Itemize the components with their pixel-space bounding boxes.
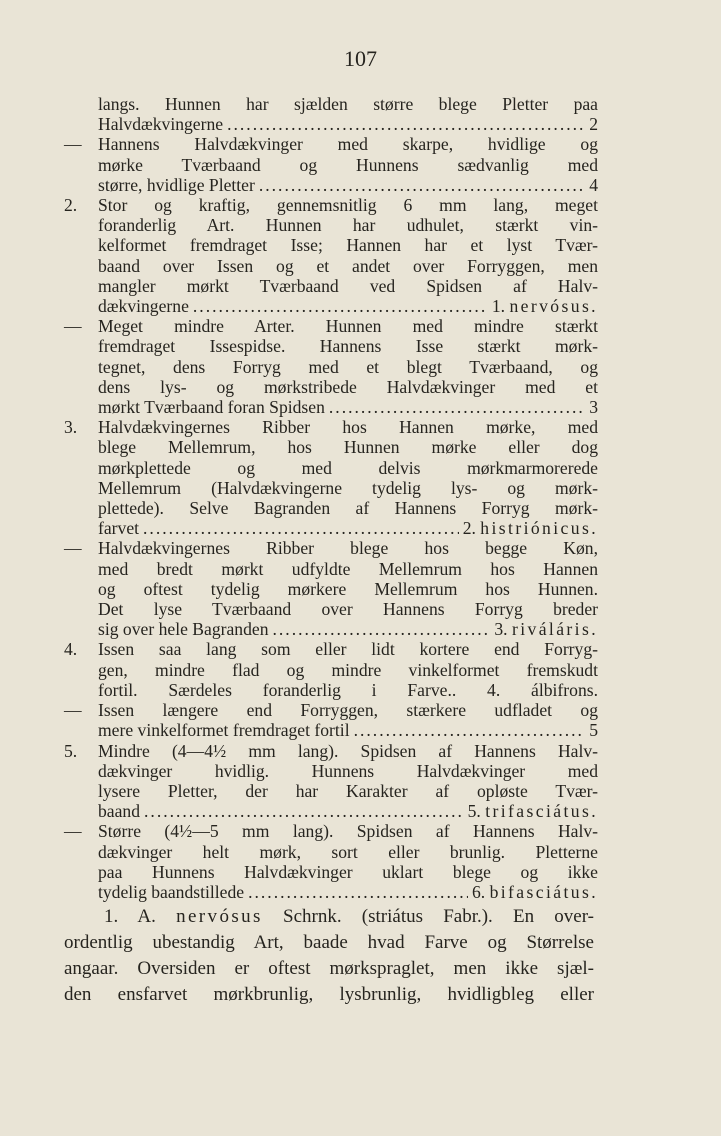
key-result <box>463 518 598 538</box>
key-entry <box>64 538 598 639</box>
species-description <box>64 904 594 1008</box>
dot-leader <box>143 518 459 538</box>
key-entry <box>64 700 598 740</box>
text-line: ordentlig ubestandig Art, baade hvad Farve og Størrelse <box>64 932 594 953</box>
key-result <box>468 801 598 821</box>
dot-leader <box>227 114 585 134</box>
text-line: foranderlig Art. Hunnen har udhulet, stærkt vin- <box>98 215 598 236</box>
leader-line <box>98 397 598 417</box>
key-result: 3 <box>589 397 598 418</box>
dot-leader <box>259 175 585 195</box>
key-entry <box>64 639 598 700</box>
text-line: Meget mindre Arter. Hunnen med mindre stærkt <box>98 316 598 337</box>
text-line: plettede). Selve Bagranden af Hannens Forryg mørk- <box>98 498 598 519</box>
entry-marker: 5. <box>64 740 78 761</box>
entry-marker: — <box>64 538 82 559</box>
text-line: med bredt mørkt udfyldte Mellemrum hos Hannen <box>98 558 598 579</box>
species-name: trifasciátus. <box>485 801 598 822</box>
species-heading-line <box>64 904 594 930</box>
text-line: tegnet, dens Forryg med et blegt Tværbaand, og <box>98 356 598 377</box>
text-line: mangler mørkt Tværbaand ved Spidsen af Halv- <box>98 275 598 296</box>
lead-text: farvet <box>98 518 140 539</box>
text-line: kelformet fremdraget Isse; Hannen har et lyst Tvær- <box>98 235 598 256</box>
text-line: lysere Pletter, der har Karakter af opløste Tvær- <box>98 780 598 801</box>
key-result <box>472 882 598 902</box>
lead-text: større, hvidlige Pletter <box>98 174 255 195</box>
text-line: Hannens Halvdækvinger med skarpe, hvidlige og <box>98 134 598 155</box>
key-entry <box>64 417 598 538</box>
species-name: histriónicus. <box>480 518 598 539</box>
text-line: langs. Hunnen har sjælden større blege Pletter paa <box>98 94 598 114</box>
text-line: gen, mindre flad og mindre vinkelformet fremskudt <box>98 659 598 680</box>
lead-text: mørkt Tværbaand foran Spidsen <box>98 397 325 418</box>
key-result <box>492 296 598 316</box>
key-result <box>494 619 598 639</box>
entry-marker: 4. <box>64 639 78 660</box>
species-name: riváláris. <box>511 619 598 640</box>
key-entry <box>64 821 598 902</box>
text-line: dækvinger hvidlig. Hunnens Halvdækvinger med <box>98 760 598 781</box>
leader-line <box>98 114 598 134</box>
key-result: 2 <box>589 114 598 135</box>
leader-line <box>98 882 598 902</box>
text-line: den ensfarvet mørkbrunlig, lysbrunlig, hvidligbleg eller <box>64 984 594 1005</box>
text-line: Halvdækvingernes Ribber hos Hannen mørke, med <box>98 417 598 438</box>
text-line: Det lyse Tværbaand over Hannens Forryg breder <box>98 599 598 620</box>
species-name: bifasciátus. <box>489 881 598 902</box>
key-result: 4 <box>589 174 598 195</box>
lead-text: dækvingerne <box>98 296 189 317</box>
lead-text: baand <box>98 801 141 822</box>
leader-line <box>98 175 598 195</box>
leader-line <box>98 720 598 740</box>
text-line: Større (4½—5 mm lang). Spidsen af Hannens Halv- <box>98 821 598 842</box>
entry-marker: — <box>64 821 82 842</box>
text-line: Stor og kraftig, gennemsnitlig 6 mm lang, meget <box>98 195 598 216</box>
text-line: dækvinger helt mørk, sort eller brunlig. Pletterne <box>98 841 598 862</box>
dot-leader <box>144 801 464 821</box>
entry-marker: 3. <box>64 417 78 438</box>
text-line: mørke Tværbaand og Hunnens sædvanlig med <box>98 154 598 175</box>
text-line: mørkplettede og med delvis mørkmarmorerede <box>98 457 598 478</box>
lead-text: mere vinkelformet fremdraget fortil <box>98 720 350 741</box>
text-line: dens lys- og mørkstribede Halvdækvinger med et <box>98 376 598 397</box>
page-number: 107 <box>344 46 377 71</box>
leader-line <box>98 296 598 316</box>
species-number: 3. <box>494 619 508 640</box>
species-number: 2. <box>462 518 476 539</box>
species-number: 6. <box>471 881 486 902</box>
species-number: 5. <box>467 801 481 822</box>
text-line: paa Hunnens Halvdækvinger uklart blege og ikke <box>98 861 598 882</box>
key-entry <box>64 94 598 134</box>
key-result: 5 <box>589 720 598 741</box>
text-line: fortil. Særdeles foranderlig i Farve.. 4. álbifrons. <box>98 679 598 700</box>
leader-line <box>98 619 598 639</box>
entry-marker: 2. <box>64 195 78 216</box>
dot-leader <box>329 397 585 417</box>
species-name: nervósus <box>176 906 263 927</box>
key-entry <box>64 316 598 417</box>
text-line: Halvdækvingernes Ribber blege hos begge Køn, <box>98 538 598 559</box>
text-line: angaar. Oversiden er oftest mørkspraglet, men ikke sjæl- <box>64 958 594 979</box>
dot-leader <box>354 720 586 740</box>
lead-text: tydelig baandstillede <box>98 881 245 902</box>
dot-leader <box>273 619 491 639</box>
key-entry <box>64 741 598 822</box>
key-entry <box>64 134 598 195</box>
text-line: Mindre (4—4½ mm lang). Spidsen af Hannens Halv- <box>98 740 598 761</box>
text-line: og oftest tydelig mørkere Mellemrum hos Hunnen. <box>98 578 598 599</box>
text-line: Mellemrum (Halvdækvingerne tydelig lys- og mørk- <box>98 477 598 498</box>
species-number: 1. <box>491 296 506 317</box>
species-name: nervósus. <box>509 296 598 317</box>
lead-text: Halvdækvingerne <box>98 114 224 135</box>
dot-leader <box>248 882 468 902</box>
entry-marker: — <box>64 316 82 337</box>
entry-marker: — <box>64 700 82 721</box>
text-line: baand over Issen og et andet over Forryggen, men <box>98 255 598 276</box>
text-line: blege Mellemrum, hos Hunnen mørke eller dog <box>98 437 598 458</box>
lead-text: sig over hele Bagranden <box>98 619 269 640</box>
text-line: Issen længere end Forryggen, stærkere udfladet og <box>98 700 598 721</box>
leader-line <box>98 801 598 821</box>
dot-leader <box>193 296 488 316</box>
text-line: fremdraget Issespidse. Hannens Isse stærkt mørk- <box>98 336 598 357</box>
entry-marker: — <box>64 134 82 155</box>
key-entry <box>64 195 598 316</box>
text-line: Issen saa lang som eller lidt kortere end Forryg- <box>98 639 598 660</box>
species-number: 1. A. <box>104 906 156 927</box>
identification-key <box>64 94 598 902</box>
species-author: Schrnk. (striátus Fabr.). En over- <box>283 906 595 927</box>
leader-line <box>98 518 598 538</box>
